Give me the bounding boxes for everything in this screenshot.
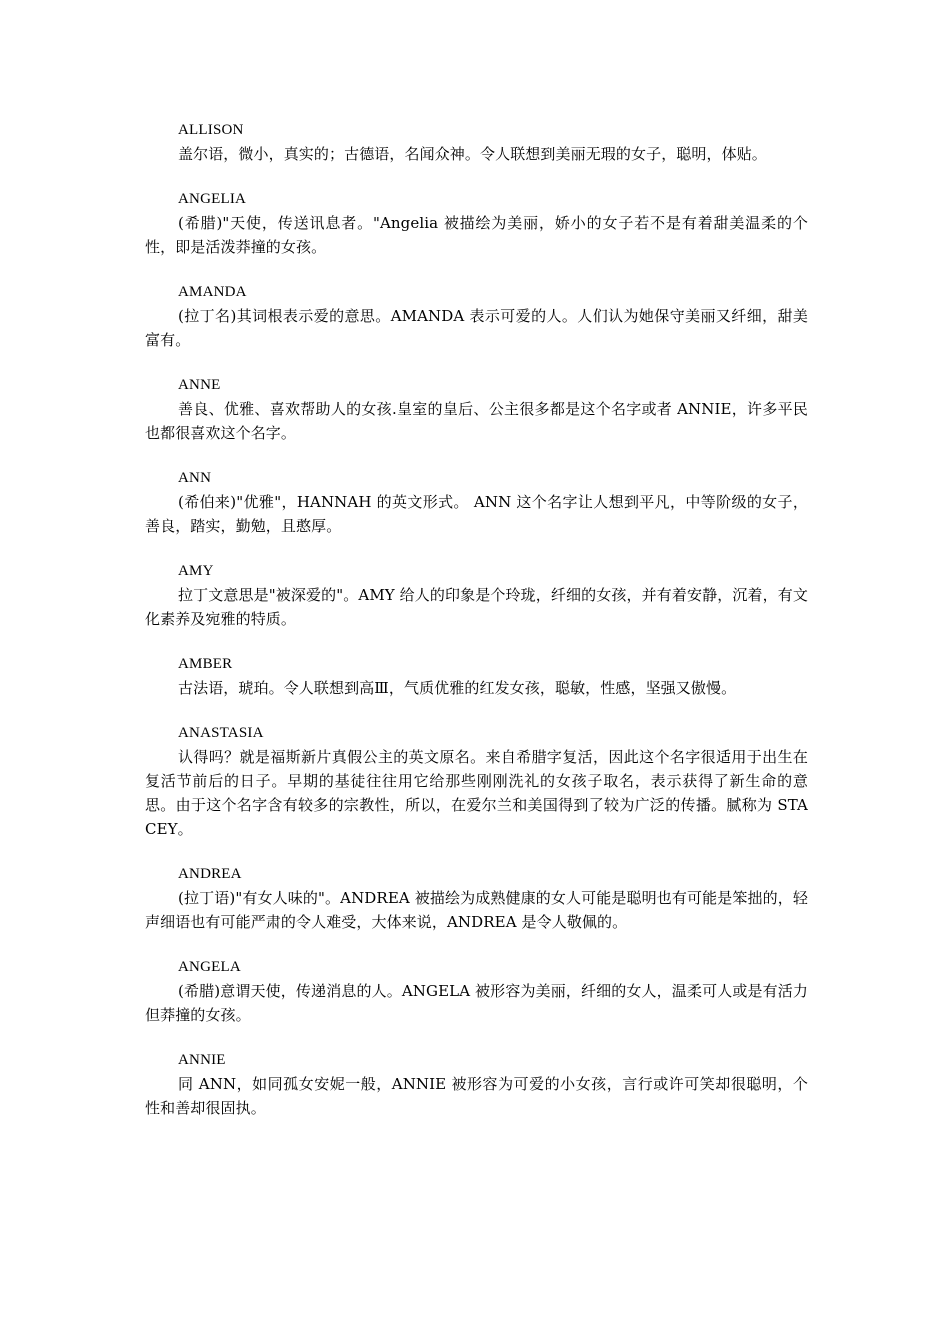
entry-description: (拉丁语)"有女人味的"。ANDREA 被描绘为成熟健康的女人可能是聪明也有可能是笨拙的，轻声细语也有可能严肃的令人难受，大体来说，ANDREA 是令人敬佩的。: [145, 889, 808, 931]
entry-name: ANGELIA: [178, 191, 247, 207]
entry-ann: [145, 466, 808, 538]
entry-name: AMANDA: [178, 284, 247, 300]
entry-allison: [145, 118, 808, 166]
entry-name: ANDREA: [178, 866, 242, 882]
entry-description: 认得吗？就是福斯新片真假公主的英文原名。来自希腊字复活，因此这个名字很适用于出生在复活节前后的日子。早期的基徒往往用它给那些刚刚洗礼的女孩子取名，表示获得了新生命的意思。由于这个名字含有较多的宗教性，所以，在爱尔兰和美国得到了较为广泛的传播。腻称为 STACEY。: [145, 748, 808, 838]
entry-name: ANN: [178, 470, 212, 486]
entry-description: 拉丁文意思是"被深爱的"。AMY 给人的印象是个玲珑，纤细的女孩，并有着安静，沉着，有文化素养及宛雅的特质。: [145, 586, 808, 628]
entry-description: 古法语，琥珀。令人联想到高Ⅲ，气质优雅的红发女孩，聪敏，性感，坚强又傲慢。: [178, 679, 737, 697]
entry-anne: [145, 373, 808, 445]
entry-description: (希伯来)"优雅"，HANNAH 的英文形式。 ANN 这个名字让人想到平凡，中等阶级的女子，善良，踏实，勤勉，且憨厚。: [145, 493, 808, 535]
entry-anastasia: [145, 721, 808, 841]
entry-description: 善良、优雅、喜欢帮助人的女孩.皇室的皇后、公主很多都是这个名字或者 ANNIE，许多平民也都很喜欢这个名字。: [145, 400, 808, 442]
entry-angelia: [145, 187, 808, 259]
entry-name: AMBER: [178, 656, 233, 672]
entry-description: (希腊)意谓天使，传递消息的人。ANGELA 被形容为美丽，纤细的女人，温柔可人或是有活力但莽撞的女孩。: [145, 982, 808, 1024]
entry-amanda: [145, 280, 808, 352]
entry-name: ANNIE: [178, 1052, 226, 1068]
entry-description: (拉丁名)其词根表示爱的意思。AMANDA 表示可爱的人。人们认为她保守美丽又纤细，甜美富有。: [145, 307, 808, 349]
entry-name: ANASTASIA: [178, 725, 264, 741]
entry-description: 盖尔语，微小，真实的；古德语，名闻众神。令人联想到美丽无瑕的女子，聪明，体贴。: [178, 145, 767, 163]
document-page: [145, 118, 808, 1141]
entry-annie: [145, 1048, 808, 1120]
entry-name: ALLISON: [178, 122, 244, 138]
entry-name: AMY: [178, 563, 214, 579]
entry-amy: [145, 559, 808, 631]
entry-name: ANGELA: [178, 959, 241, 975]
entry-description: 同 ANN，如同孤女安妮一般，ANNIE 被形容为可爱的小女孩，言行或许可笑却很聪明，个性和善却很固执。: [145, 1075, 808, 1117]
entry-andrea: [145, 862, 808, 934]
entry-angela: [145, 955, 808, 1027]
entry-amber: [145, 652, 808, 700]
entry-description: (希腊)"天使，传送讯息者。"Angelia 被描绘为美丽，娇小的女子若不是有着甜美温柔的个性，即是活泼莽撞的女孩。: [145, 214, 808, 256]
entry-name: ANNE: [178, 377, 221, 393]
